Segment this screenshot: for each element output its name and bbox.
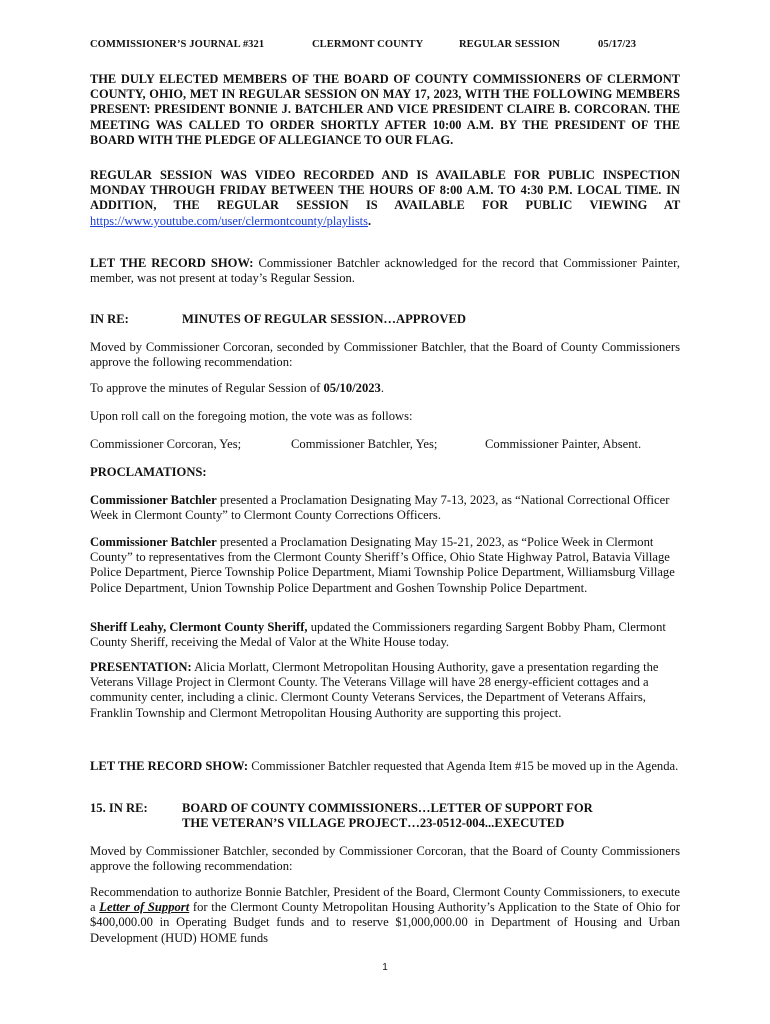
minutes-date: 05/10/2023 <box>323 381 381 395</box>
proclamation-2: Commissioner Batchler presented a Proclamation Designating May 15-21, 2023, as “Police Week in Clermont County” to representatives from the Clermont County Sheriff’s Office, Ohio State Highway Patrol, Batavia Village Police Department, Pierce Township Police Department, Miami Township Police Department, Williamsburg Village Police Department, Union Township Police Department and Goshen Township Police Department. <box>90 535 675 595</box>
vote-row <box>90 437 680 453</box>
minutes-heading <box>90 312 680 328</box>
county-name: CLERMONT COUNTY <box>312 39 424 50</box>
item15-title-line2: THE VETERAN’S VILLAGE PROJECT…23-0512-004...EXECUTED <box>182 816 565 830</box>
presentation-label: PRESENTATION: <box>90 660 192 674</box>
rollcall-text: Upon roll call on the foregoing motion, the vote was as follows: <box>90 409 413 423</box>
minutes-title: MINUTES OF REGULAR SESSION…APPROVED <box>182 312 466 326</box>
playlist-link[interactable]: https://www.youtube.com/user/clermontcounty/playlists <box>90 213 368 228</box>
session-date: 05/17/23 <box>598 39 637 50</box>
minutes-motion: Moved by Commissioner Corcoran, seconded by Commissioner Batchler, that the Board of County Commissioners approve the following recommendation: <box>90 340 680 370</box>
item15-label: 15. IN RE: <box>90 801 148 815</box>
sheriff-update: Sheriff Leahy, Clermont County Sheriff, updated the Commissioners regarding Sargent Bobby Pham, Clermont County Sheriff, receiving the Medal of Valor at the White House today. <box>90 620 666 650</box>
intro-paragraph: THE DULY ELECTED MEMBERS OF THE BOARD OF COUNTY COMMISSIONERS OF CLERMONT COUNTY, OHIO, MET IN REGULAR SESSION ON MAY 17, 2023, WITH THE FOLLOWING MEMBERS PRESENT: PRESIDENT BONNIE J. BATCHLER AND VICE PRESIDENT CLAIRE B. CORCORAN. THE MEETING WAS CALLED TO ORDER SHORTLY AFTER 10:00 A.M. BY THE PRESIDENT OF THE BOARD WITH THE PLEDGE OF ALLEGIANCE TO OUR FLAG. <box>90 72 680 147</box>
item15-motion: Moved by Commissioner Batchler, seconded by Commissioner Corcoran, that the Board of County Commissioners approve the following recommendation: <box>90 844 680 874</box>
vote-corcoran: Commissioner Corcoran, Yes; <box>90 437 242 451</box>
vote-painter: Commissioner Painter, Absent. <box>485 437 642 451</box>
proclamations-heading: PROCLAMATIONS: <box>90 465 207 479</box>
record-show-2: LET THE RECORD SHOW: Commissioner Batchler requested that Agenda Item #15 be moved up in the Agenda. <box>90 759 679 773</box>
proclamation-1: Commissioner Batchler presented a Proclamation Designating May 7-13, 2023, as “National Correctional Officer Week in Clermont County” to Clermont County Corrections Officers. <box>90 493 670 523</box>
journal-number: COMMISSIONER’S JOURNAL #321 <box>90 39 265 50</box>
presentation-paragraph: PRESENTATION: Alicia Morlatt, Clermont Metropolitan Housing Authority, gave a presentation regarding the Veterans Village Project in Clermont County. The Veterans Village will have 28 energy-efficient cottages and a community center, including a clinic. Clermont County Veterans Services, the Department of Veterans Affairs, Franklin Township and Clermont Metropolitan Housing Authority are supporting this project. <box>90 660 659 720</box>
letter-of-support: Letter of Support <box>99 900 190 915</box>
minutes-approve: To approve the minutes of Regular Session of 05/10/2023. <box>90 381 384 395</box>
vote-batchler: Commissioner Batchler, Yes; <box>291 437 438 451</box>
item15-recommendation: Recommendation to authorize Bonnie Batchler, President of the Board, Clermont County Commissioners, to execute a Letter of Support for the Clermont County Metropolitan Housing Authority’s Application to the State of Ohio for $400,000.00 in Operating Budget funds and to reserve $1,000,000.00 in Department of Housing and Urban Development (HUD) HOME funds <box>90 885 681 945</box>
record-label: LET THE RECORD SHOW: <box>90 759 249 773</box>
record-label: LET THE RECORD SHOW: <box>90 256 254 270</box>
record-show-1: LET THE RECORD SHOW: Commissioner Batchler acknowledged for the record that Commissioner Painter, member, was not present at today’s Regular Session. <box>90 256 680 286</box>
video-text: REGULAR SESSION WAS VIDEO RECORDED AND IS AVAILABLE FOR PUBLIC INSPECTION MONDAY THROUGH FRIDAY BETWEEN THE HOURS OF 8:00 A.M. TO 4:30 P.M. LOCAL TIME. IN ADDITION, THE REGULAR SESSION IS AVAILABLE FOR PUBLIC VIEWING AT <box>90 168 680 213</box>
item15-title-line1: BOARD OF COUNTY COMMISSIONERS…LETTER OF SUPPORT FOR <box>182 801 593 815</box>
video-paragraph: REGULAR SESSION WAS VIDEO RECORDED AND IS AVAILABLE FOR PUBLIC INSPECTION MONDAY THROUGH FRIDAY BETWEEN THE HOURS OF 8:00 A.M. TO 4:30 P.M. LOCAL TIME. IN ADDITION, THE REGULAR SESSION IS AVAILABLE FOR PUBLIC VIEWING AT https://www.youtube.com/user/clermontcounty/playlists. <box>90 168 680 228</box>
session-type: REGULAR SESSION <box>459 39 560 50</box>
in-re-label: IN RE: <box>90 312 129 326</box>
item15-heading <box>90 801 680 833</box>
page-number: 1 <box>382 962 388 973</box>
